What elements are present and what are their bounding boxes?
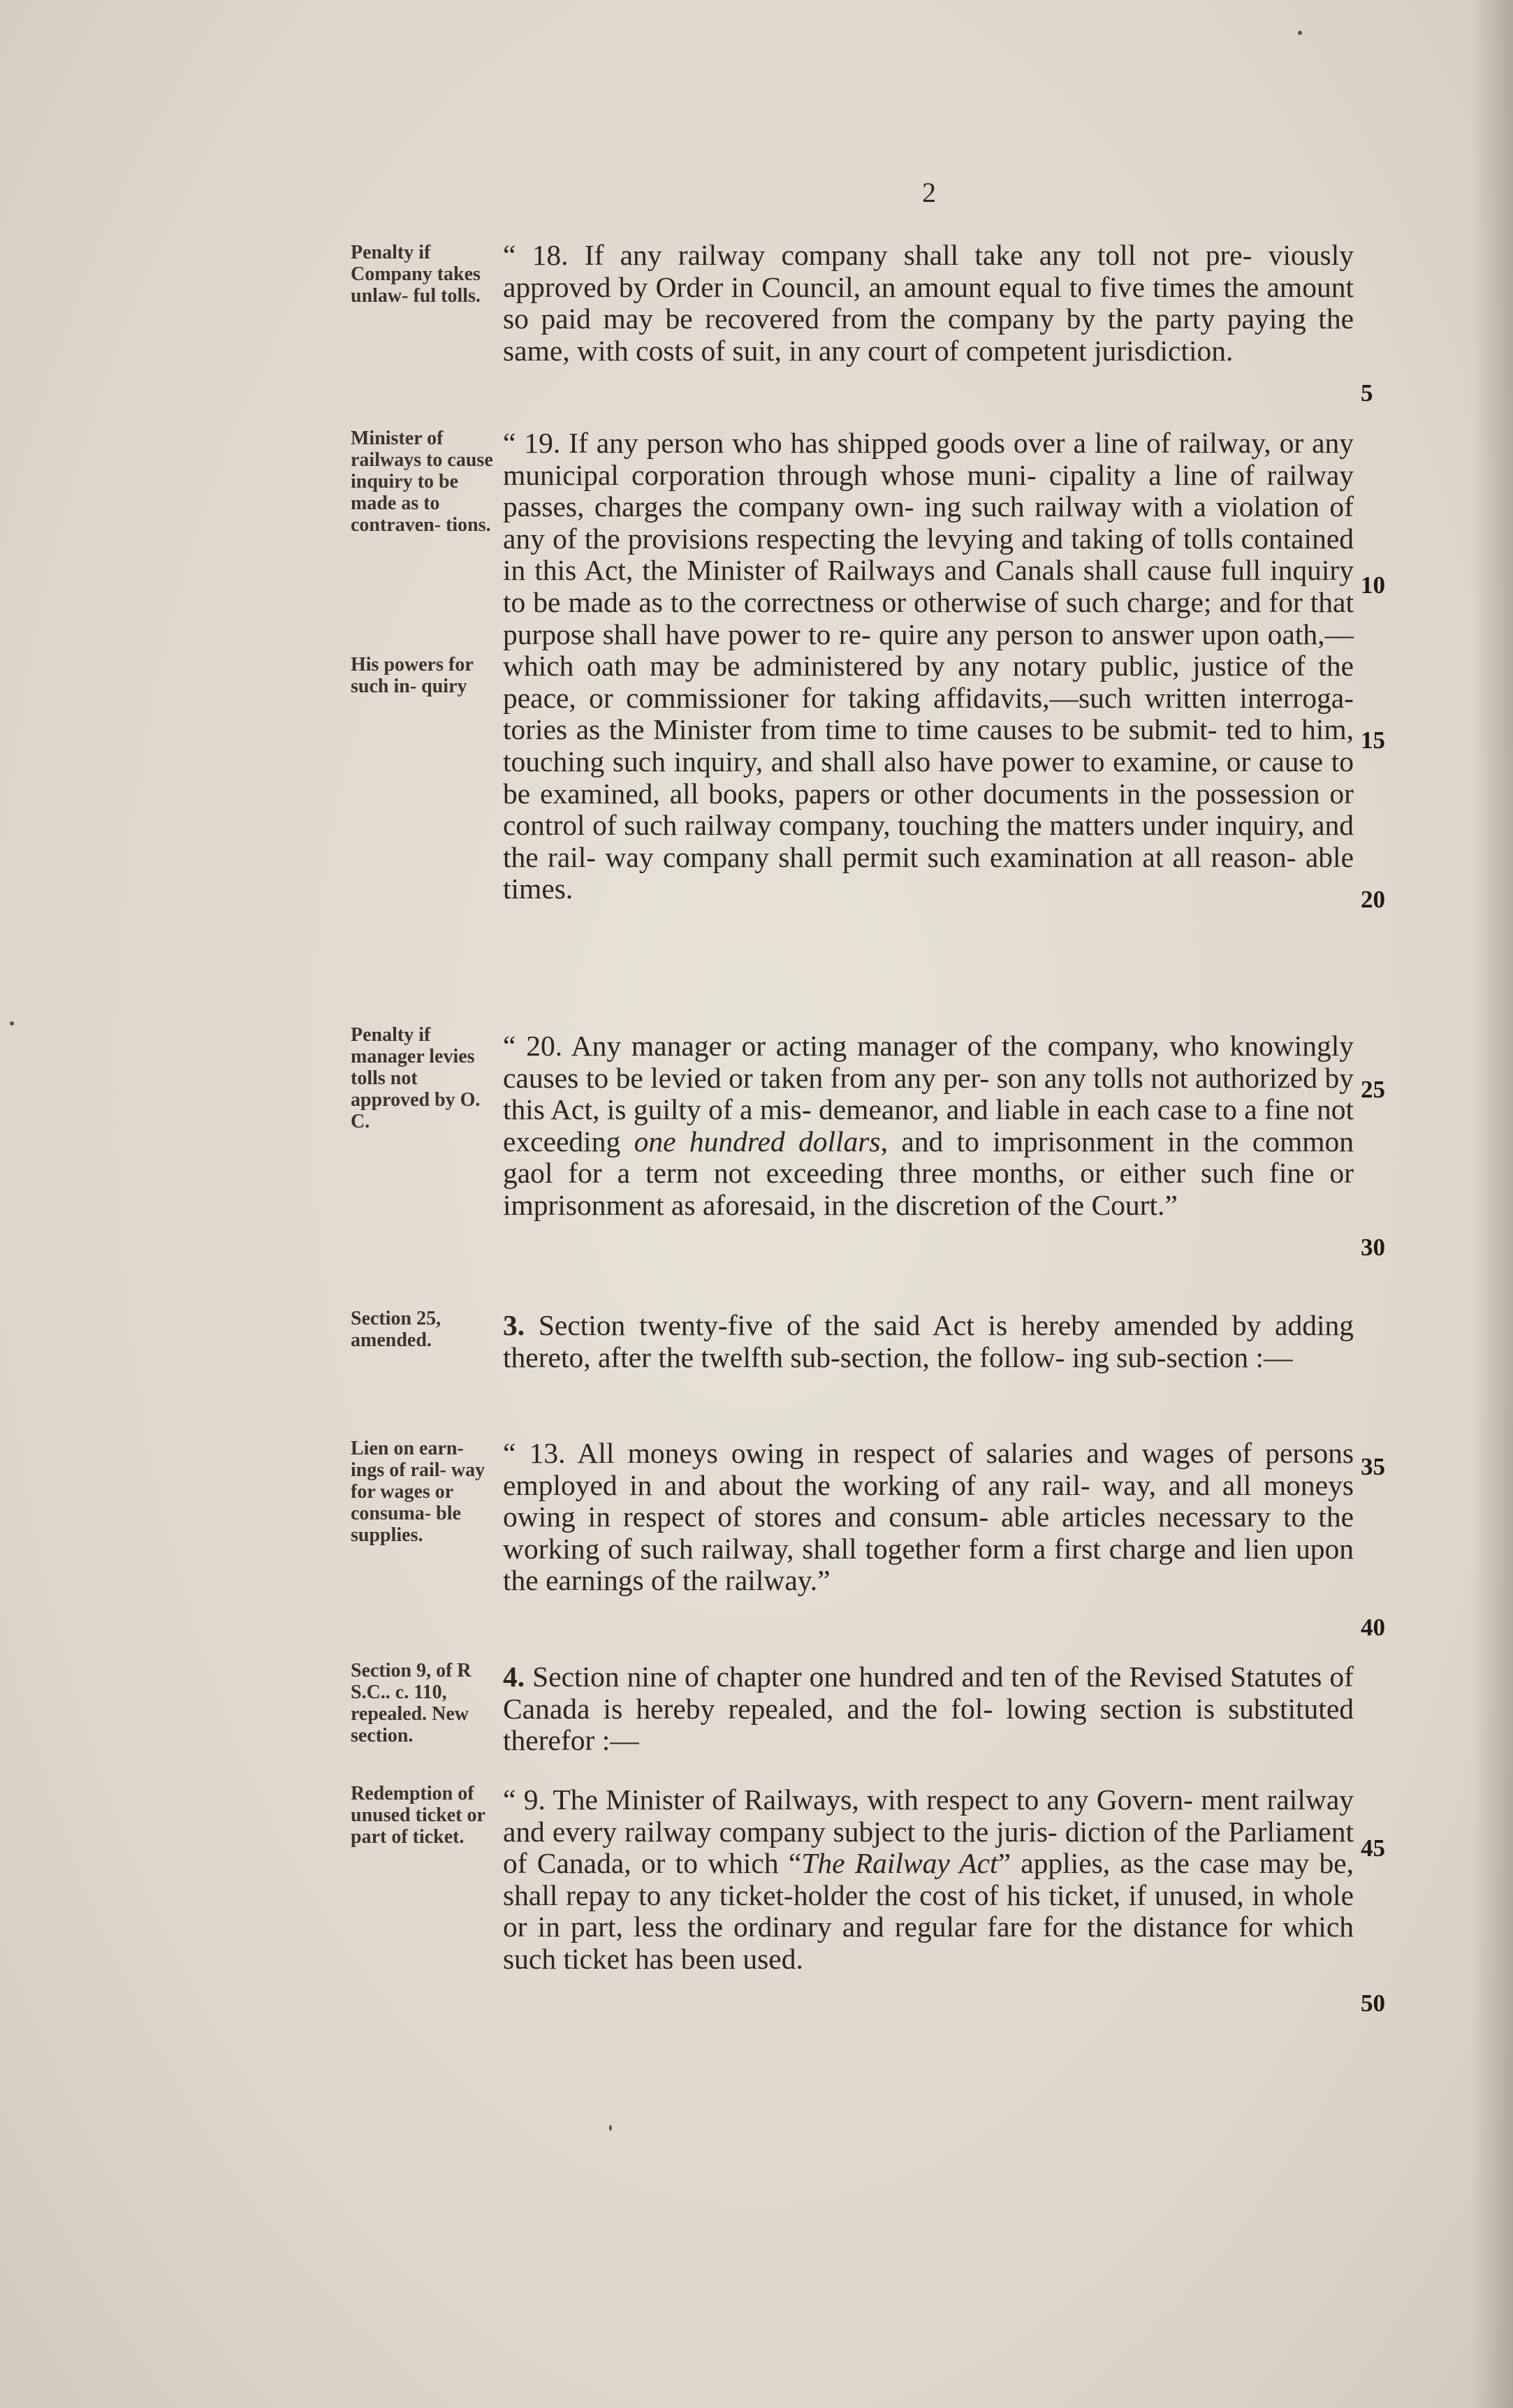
paragraph-section-9 bbox=[503, 1784, 1354, 1976]
line-number: 5 bbox=[1361, 379, 1373, 407]
paragraph-text: “ 9. The Minister of Railways, with respect to any Govern- ment railway and every railway company subject to the juris- diction of the Parliament of Canada, or to which “ bbox=[503, 1783, 1354, 1880]
line-number: 25 bbox=[1361, 1076, 1385, 1103]
line-number: 10 bbox=[1361, 571, 1385, 599]
paragraph-clause-4 bbox=[503, 1661, 1354, 1757]
paragraph-text: “ 19. If any person who has shipped goods over a line of railway, or any municipal corporation through whose muni- cipality a line of railway passes, charges the company own- ing such railway with a violation of any of the provisions respecting the levying and taking of tolls contained in this Act, the Minister of Railways and Canals shall cause full inquiry to be made as to the correctness or otherwise of such charge; and for that purpose shall have power to re- quire any person to answer upon oath,—which oath may be administered by any notary public, justice of the peace, or commissioner for taking affidavits,—such written interroga- tories as the Minister from time to time causes to be submit- ted to him, touching such inquiry, and shall also have power to examine, or cause to be examined, all books, papers or other documents in the possession or control of such railway company, touching the matters under inquiry, and the rail- way company shall permit such examination at all reason- able times. bbox=[503, 427, 1354, 905]
line-number: 15 bbox=[1361, 727, 1385, 754]
clause-number: 4. bbox=[503, 1661, 525, 1693]
margin-note-section-25: Section 25, amended. bbox=[351, 1308, 441, 1351]
paper-speck bbox=[1298, 31, 1302, 35]
margin-note-penalty-manager: Penalty if manager levies tolls not approved by O. C. bbox=[351, 1024, 481, 1132]
paper-speck bbox=[10, 1021, 14, 1026]
line-number: 30 bbox=[1361, 1234, 1385, 1261]
line-number: 20 bbox=[1361, 886, 1385, 913]
line-number: 50 bbox=[1361, 1990, 1385, 2017]
paragraph-subsection-13 bbox=[503, 1438, 1354, 1597]
paragraph-section-20 bbox=[503, 1030, 1354, 1222]
margin-note-powers-inquiry: His powers for such in- quiry bbox=[351, 654, 474, 697]
margin-note-section-9-repealed: Section 9, of R S.C.. c. 110, repealed. New section. bbox=[351, 1660, 472, 1746]
margin-note-redemption-ticket: Redemption of unused ticket or part of ticket. bbox=[351, 1783, 485, 1848]
paragraph-text: Section nine of chapter one hundred and ten of the Revised Statutes of Canada is hereby repealed, and the fol- lowing section is substituted therefor :— bbox=[503, 1661, 1354, 1757]
page-number: 2 bbox=[922, 177, 936, 208]
paragraph-text: Section twenty-five of the said Act is hereby amended by adding thereto, after the twelfth sub-section, the follow- ing sub-section :— bbox=[503, 1309, 1354, 1373]
margin-note-penalty-unlawful-tolls: Penalty if Company takes unlaw- ful tolls. bbox=[351, 242, 481, 307]
page-edge-shadow bbox=[1471, 0, 1513, 2408]
clause-number: 3. bbox=[503, 1309, 525, 1341]
margin-note-lien-earnings: Lien on earn- ings of rail- way for wages or consuma- ble supplies. bbox=[351, 1438, 485, 1546]
paragraph-text: “ 13. All moneys owing in respect of salaries and wages of persons employed in and about the working of any rail- way, and all moneys owing in respect of stores and consum- able articles necessary to the working of such railway, shall together form a first charge and lien upon the earnings of the railway.” bbox=[503, 1437, 1354, 1597]
line-number: 45 bbox=[1361, 1834, 1385, 1862]
paragraph-text-continued: , and to imprisonment in the common gaol for a term not exceeding three months, or either such fine or imprisonment as aforesaid, in the discretion of the Court.” bbox=[503, 1125, 1354, 1221]
line-number: 40 bbox=[1361, 1614, 1385, 1641]
paragraph-section-19 bbox=[503, 428, 1354, 905]
paragraph-text: “ 18. If any railway company shall take any toll not pre- viously approved by Order in Council, an amount equal to five times the amount so paid may be recovered from the company by the party paying the same, with costs of suit, in any court of competent jurisdiction. bbox=[503, 239, 1354, 367]
italic-amount: one hundred dollars bbox=[634, 1125, 881, 1158]
paragraph-text-continued: ” applies, as the case may be, shall repay to any ticket-holder the cost of his ticket, if unused, in whole or in part, less the ordinary and regular fare for the distance for which such ticket has been used. bbox=[503, 1847, 1354, 1975]
line-number: 35 bbox=[1361, 1453, 1385, 1480]
paragraph-text: “ 20. Any manager or acting manager of the company, who knowingly causes to be levied or taken from any per- son any tolls not authorized by this Act, is guilty of a mis- demeanor, and liable in each case to a fine not exceeding bbox=[503, 1030, 1354, 1158]
margin-note-minister-inquiry: Minister of railways to cause inquiry to be made as to contraven- tions. bbox=[351, 428, 493, 536]
italic-act-name: The Railway Act bbox=[801, 1847, 998, 1880]
paragraph-clause-3 bbox=[503, 1310, 1354, 1373]
paragraph-section-18 bbox=[503, 240, 1354, 367]
paper-speck bbox=[609, 2125, 612, 2131]
